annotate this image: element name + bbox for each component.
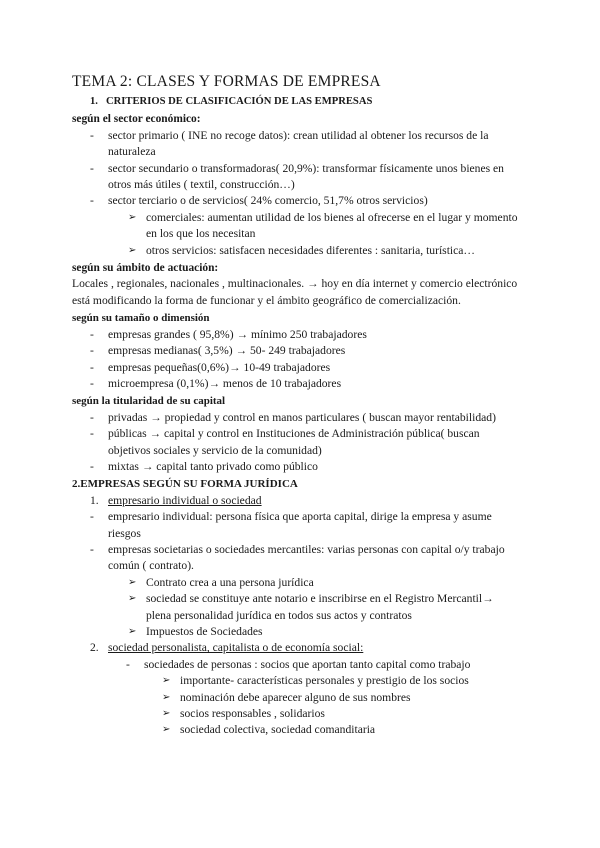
list-item-text: empresario individual: persona física que aporta capital, dirige la empresa y asume riesgos bbox=[108, 510, 492, 540]
dash-bullet: - bbox=[90, 344, 94, 358]
list-item-text: sector secundario o transformadoras( 20,9%): transformar físicamente unos bienes en otros más útiles ( textil, construcción…) bbox=[108, 161, 504, 192]
list-item bbox=[72, 459, 520, 475]
list-item bbox=[72, 542, 520, 575]
sub-list-item bbox=[72, 722, 520, 738]
sub-list-item-text: importante- características personales y prestigio de los socios bbox=[180, 674, 469, 688]
item-number: 1. bbox=[90, 493, 99, 507]
arrow-bullet-icon: ➢ bbox=[128, 593, 137, 605]
arrow-bullet-icon: ➢ bbox=[162, 708, 171, 720]
dash-bullet: - bbox=[90, 427, 94, 441]
sub-list-item bbox=[72, 591, 520, 624]
dash-bullet: - bbox=[90, 194, 94, 208]
list-item bbox=[72, 128, 520, 161]
section-1-heading bbox=[72, 94, 520, 110]
list-item-text: sector terciario o de servicios( 24% comercio, 51,7% otros servicios) bbox=[108, 194, 428, 208]
section-1-label: CRITERIOS DE CLASIFICACIÓN DE LAS EMPRESAS bbox=[106, 96, 373, 107]
numbered-item bbox=[72, 493, 520, 509]
sub-list-item-text: Contrato crea a una persona jurídica bbox=[146, 575, 314, 589]
sub-list-item bbox=[72, 243, 520, 259]
dash-bullet: - bbox=[126, 657, 130, 671]
list-item bbox=[72, 657, 520, 673]
arrow-bullet-icon: ➢ bbox=[162, 724, 171, 736]
numbered-item-label: empresario individual o sociedad bbox=[108, 493, 262, 507]
dash-bullet: - bbox=[90, 327, 94, 341]
list-item bbox=[72, 376, 520, 392]
section-1-number: 1. bbox=[90, 96, 98, 107]
dash-bullet: - bbox=[90, 128, 94, 142]
dash-bullet: - bbox=[90, 542, 94, 556]
dash-bullet: - bbox=[90, 360, 94, 374]
list-item bbox=[72, 193, 520, 209]
heading-scope: según su ámbito de actuación: bbox=[72, 262, 219, 275]
section-2-heading: 2.EMPRESAS SEGÚN SU FORMA JURÍDICA bbox=[72, 478, 298, 491]
sub-list-item-text: socios responsables , solidarios bbox=[180, 707, 325, 721]
heading-economic-sector: según el sector económico: bbox=[72, 113, 201, 126]
list-item bbox=[72, 161, 520, 194]
sub-list-item bbox=[72, 575, 520, 591]
list-item-text: empresas pequeñas(0,6%)→ 10-49 trabajadores bbox=[108, 360, 331, 374]
sub-list-item-text: Impuestos de Sociedades bbox=[146, 625, 263, 638]
dash-bullet: - bbox=[90, 161, 94, 175]
list-item bbox=[72, 327, 520, 343]
list-item-text: empresas grandes ( 95,8%) → mínimo 250 trabajadores bbox=[108, 327, 367, 341]
page-title: TEMA 2: CLASES Y FORMAS DE EMPRESA bbox=[72, 73, 381, 90]
dash-bullet: - bbox=[90, 510, 94, 524]
list-item-text: empresas societarias o sociedades mercantiles: varias personas con capital o/y trabajo común ( contrato). bbox=[108, 542, 505, 573]
list-item bbox=[72, 426, 520, 459]
list-item-text: sector primario ( INE no recoge datos): crean utilidad al obtener los recursos de la naturaleza bbox=[108, 128, 489, 159]
list-item-text: empresas medianas( 3,5%) → 50- 249 trabajadores bbox=[108, 344, 346, 358]
sub-list-item bbox=[72, 706, 520, 722]
list-item-text: microempresa (0,1%)→ menos de 10 trabajadores bbox=[108, 376, 342, 390]
list-item bbox=[72, 509, 520, 542]
dash-bullet: - bbox=[90, 459, 94, 473]
arrow-bullet-icon: ➢ bbox=[128, 244, 137, 256]
dash-bullet: - bbox=[90, 410, 94, 424]
sub-list-item bbox=[72, 210, 520, 243]
list-item-text: privadas → propiedad y control en manos particulares ( buscan mayor rentabilidad) bbox=[108, 410, 496, 424]
list-item-text: sociedades de personas : socios que aportan tanto capital como trabajo bbox=[144, 657, 471, 671]
sub-list-item bbox=[72, 673, 520, 689]
list-item bbox=[72, 360, 520, 376]
arrow-bullet-icon: ➢ bbox=[128, 211, 137, 223]
list-item-text: mixtas → capital tanto privado como público bbox=[108, 459, 318, 473]
arrow-bullet-icon: ➢ bbox=[162, 691, 171, 703]
list-item bbox=[72, 410, 520, 426]
sub-list-item-text: comerciales: aumentan utilidad de los bienes al ofrecerse en el lugar y momento en los que los necesitan bbox=[146, 210, 518, 241]
sub-list-item-text: otros servicios: satisfacen necesidades diferentes : sanitaria, turística… bbox=[146, 243, 476, 257]
numbered-item-label: sociedad personalista, capitalista o de economía social: bbox=[108, 641, 364, 655]
sub-list-item bbox=[72, 690, 520, 706]
scope-paragraph: Locales , regionales, nacionales , multinacionales. → hoy en día internet y comercio electrónico está modificando la forma de funcionar y el ámbito geográfico de comercialización. bbox=[72, 277, 518, 307]
heading-size: según su tamaño o dimensión bbox=[72, 312, 210, 325]
numbered-item bbox=[72, 640, 520, 656]
dash-bullet: - bbox=[90, 376, 94, 390]
arrow-bullet-icon: ➢ bbox=[128, 626, 137, 637]
arrow-bullet-icon: ➢ bbox=[162, 675, 171, 687]
arrow-bullet-icon: ➢ bbox=[128, 576, 137, 588]
sub-list-item bbox=[72, 624, 520, 640]
sub-list-item-text: nominación debe aparecer alguno de sus nombres bbox=[180, 690, 411, 704]
list-item-text: públicas → capital y control en Instituciones de Administración pública( buscan objetivos sociales y servicio de la comunidad) bbox=[108, 427, 480, 457]
sub-list-item-text: sociedad colectiva, sociedad comanditaria bbox=[180, 723, 376, 737]
list-item bbox=[72, 343, 520, 359]
item-number: 2. bbox=[90, 641, 99, 655]
sub-list-item-text: sociedad se constituye ante notario e inscribirse en el Registro Mercantil→ plena personalidad jurídica en todos sus actos y contratos bbox=[146, 592, 494, 622]
heading-ownership: según la titularidad de su capital bbox=[72, 395, 226, 408]
